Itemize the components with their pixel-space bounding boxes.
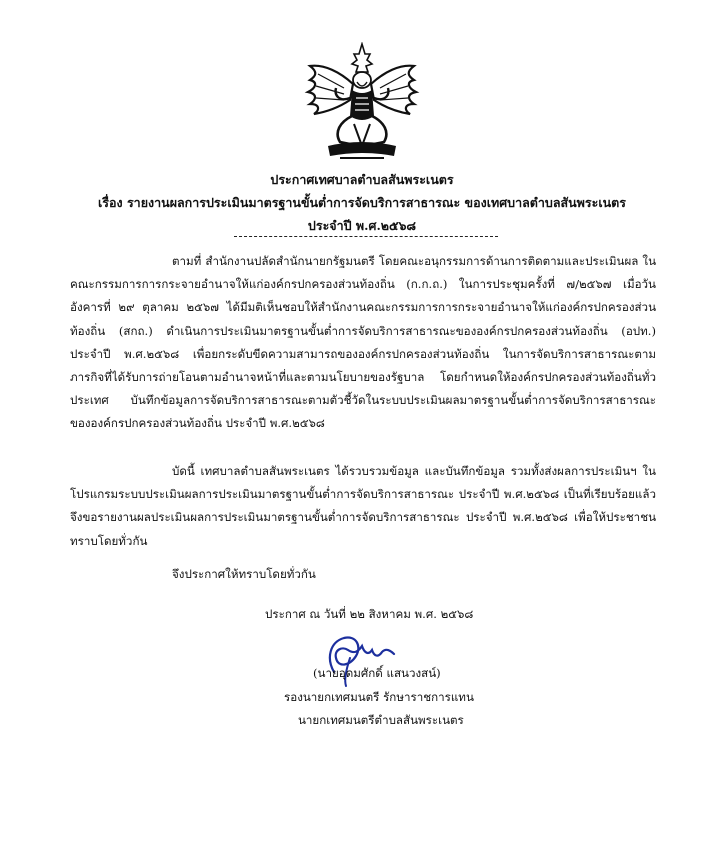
closing-statement: จึงประกาศให้ทราบโดยทั่วกัน — [172, 567, 316, 581]
announcement-fiscal-year: ประจำปี พ.ศ.๒๕๖๘ — [307, 218, 417, 233]
announcement-subject: เรื่อง รายงานผลการประเมินมาตรฐานขั้นต่ำการจัดบริการสาธารณะ ของเทศบาลตำบลสันพระเนตร — [98, 195, 626, 210]
signatory-position-acting: นายกเทศมนตรีตำบลสันพระเนตร — [298, 713, 464, 727]
body-paragraph-2: บัดนี้ เทศบาลตำบลสันพระเนตร ได้รวบรวมข้อมูล และบันทึกข้อมูล รวมทั้งส่งผลการประเมินฯ ในโปรแกรมระบบประเมินผลการประเมินมาตรฐานขั้นต่ำการจัดบริการสาธารณะ ประจำปี พ.ศ.๒๕๖๘ เป็นที่เรียบร้อยแล้ว จึงขอรายงานผลประเมินผลการประเมินมาตรฐานขั้นต่ำการจัดบริการสาธารณะ ประจำปี พ.ศ.๒๕๖๘ เพื่อให้ประชาชนทราบโดยทั่วกัน — [70, 464, 656, 548]
body-paragraph-1: ตามที่ สำนักงานปลัดสำนักนายกรัฐมนตรี โดยคณะอนุกรรมการด้านการติดตามและประเมินผล ในคณะกรรมการการกระจายอำนาจให้แก่องค์กรปกครองส่วนท้องถิ่น (ก.ก.ถ.) ในการประชุมครั้งที่ ๗/๒๕๖๗ เมื่อวันอังคารที่ ๒๙ ตุลาคม ๒๕๖๗ ได้มีมติเห็นชอบให้สำนักงานคณะกรรมการการกระจายอำนาจให้แก่องค์กรปกครองส่วนท้องถิ่น (สกถ.) ดำเนินการประเมินมาตรฐานขั้นต่ำการจัดบริการสาธารณะขององค์กรปกครองส่วนท้องถิ่น (อปท.) ประจำปี พ.ศ.๒๕๖๘ เพื่อยกระดับขีดความสามารถขององค์กรปกครองส่วนท้องถิ่น ในการจัดบริการสาธารณะตามภารกิจที่ได้รับการถ่ายโอนตามอำนาจหน้าที่และตามนโยบายของรัฐบาล โดยกำหนดให้องค์กรปกครองส่วนท้องถิ่นทั่วประเทศ บันทึกข้อมูลการจัดบริการสาธารณะตามตัวชี้วัดในระบบประเมินผลมาตรฐานขั้นต่ำการจัดบริการสาธารณะขององค์กรปกครองส่วนท้องถิ่น ประจำปี พ.ศ.๒๕๖๘ — [70, 254, 656, 431]
separator-line — [234, 236, 498, 237]
garuda-emblem-icon — [304, 42, 420, 164]
signatory-position: รองนายกเทศมนตรี รักษาราชการแทน — [284, 690, 474, 704]
signatory-name: (นายอุดมศักดิ์ แสนวงสน์) — [313, 666, 441, 680]
announcement-date: ประกาศ ณ วันที่ ๒๒ สิงหาคม พ.ศ. ๒๕๖๘ — [265, 607, 474, 621]
announcement-title: ประกาศเทศบาลตำบลสันพระเนตร — [270, 172, 454, 187]
